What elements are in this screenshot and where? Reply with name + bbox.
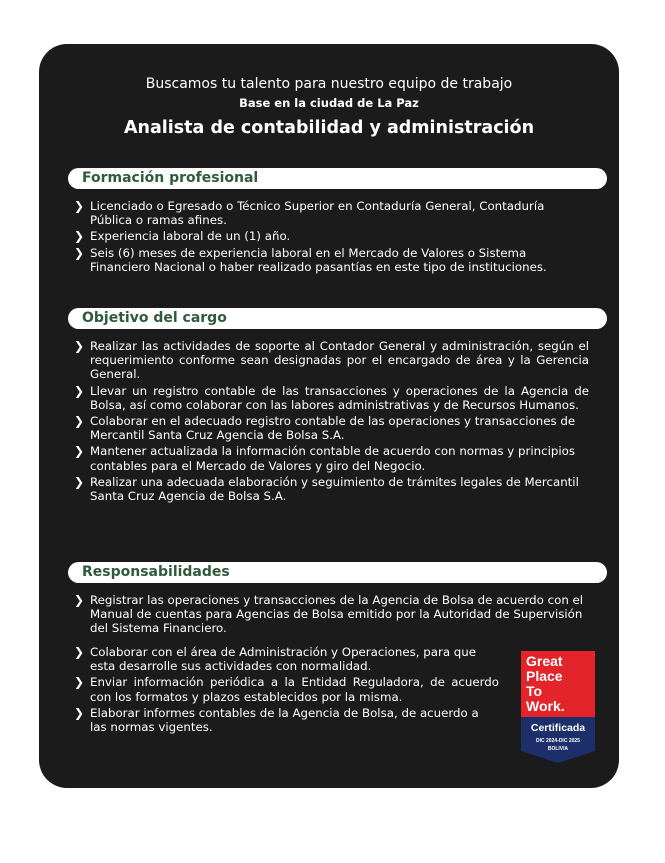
chevron-right-icon: ❯ [74,444,85,459]
chevron-right-icon: ❯ [74,199,85,213]
badge-line-2: Place [526,668,563,684]
section-title-formacion: Formación profesional [82,170,259,186]
list-item: ❯ Enviar información periódica a la Entidad Reguladora, de acuerdo con los formatos y plazos establecidos por la misma. [74,675,499,704]
chevron-right-icon: ❯ [74,245,85,260]
section-title-responsabilidades: Responsabilidades [82,564,230,580]
list-item: ❯ Registrar las operaciones y transacciones de la Agencia de Bolsa de acuerdo con el Manual de cuentas para Agencias de Bolsa emitido por la Autoridad de Supervisión del Sistema Financiero. [74,593,584,636]
list-item: ❯ Colaborar en el adecuado registro contable de las operaciones y transacciones de Mercantil Santa Cruz Agencia de Bolsa S.A. [74,414,576,443]
list-item: ❯ Licenciado o Egresado o Técnico Superior en Contaduría General, Contaduría Pública o ramas afines. [74,199,545,228]
list-responsabilidades-wide [74,593,589,638]
header-location: Base en la ciudad de La Paz [239,96,419,110]
list-item: ❯ Colaborar con el área de Administración y Operaciones, para que esta desarrolle sus actividades con normalidad. [74,645,477,674]
chevron-right-icon: ❯ [74,474,85,489]
section-header-formacion [68,168,607,189]
chevron-right-icon: ❯ [74,383,85,398]
great-place-to-work-badge [521,651,595,763]
job-title: Analista de contabilidad y administración [123,118,535,138]
section-title-objetivo: Objetivo del cargo [82,310,227,326]
chevron-right-icon: ❯ [74,229,85,244]
chevron-right-icon: ❯ [74,675,85,690]
list-item: ❯ Llevar un registro contable de las transacciones y operaciones de la Agencia de Bolsa, así como colaborar con las labores administrativas y de Recursos Humanos. [74,383,589,412]
chevron-right-icon: ❯ [74,645,85,659]
list-item: ❯ Elaborar informes contables de la Agencia de Bolsa, de acuerdo a las normas vigentes. [74,705,479,735]
list-item: ❯ Mantener actualizada la información contable de acuerdo con normas y principios contables para el Mercado de Valores y giro del Negocio. [74,444,575,473]
chevron-right-icon: ❯ [74,593,85,607]
header-tagline: Buscamos tu talento para nuestro equipo de trabajo [145,76,513,92]
list-objetivo [74,339,589,505]
section-header-responsabilidades [68,562,607,583]
job-posting-card [39,44,619,788]
list-item: ❯ Seis (6) meses de experiencia laboral en el Mercado de Valores o Sistema Financiero Nacional o haber realizado pasantías en este tipo de instituciones. [74,245,547,274]
chevron-right-icon: ❯ [74,414,85,429]
badge-line-4: Work. [526,698,565,714]
chevron-right-icon: ❯ [74,339,85,353]
badge-country: BOLIVIA [547,746,569,752]
list-formacion [74,199,589,276]
list-item: ❯ Realizar las actividades de soporte al Contador General y administración, según el requerimiento conforme sean designadas por el encargado de área y la Gerencia General. [74,339,589,382]
list-item: ❯ Experiencia laboral de un (1) año. [74,229,291,244]
list-responsabilidades-narrow [74,645,499,736]
chevron-right-icon: ❯ [74,705,85,720]
badge-certified: Certificada [530,722,586,734]
section-header-objetivo [68,308,607,329]
badge-line-1: Great [526,653,563,669]
badge-line-3: To [526,683,543,699]
list-item: ❯ Realizar una adecuada elaboración y seguimiento de trámites legales de Mercantil Santa Cruz Agencia de Bolsa S.A. [74,474,579,504]
badge-period: DIC 2024-DIC 2025 [536,738,580,744]
